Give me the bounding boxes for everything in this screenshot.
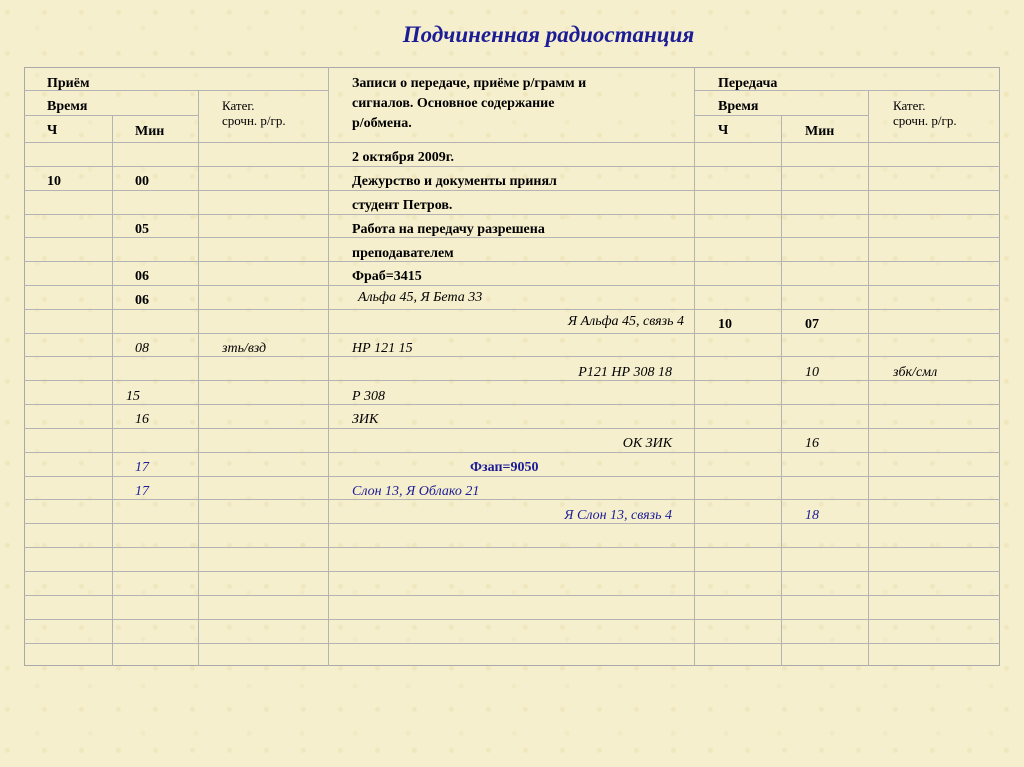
header-transmit-min: Мин <box>805 124 835 139</box>
log-entry-text: преподавателем <box>352 246 454 261</box>
log-entry-text: студент Петров. <box>352 198 453 213</box>
log-entry-transmit-hour: 10 <box>718 317 732 332</box>
log-entry-transmit-category: збк/смл <box>893 365 938 380</box>
log-entry-text: Я Слон 13, связь 4 <box>564 508 672 523</box>
header-receive-category-1: Катег. <box>222 98 255 113</box>
header-records-line1: Записи о передаче, приёме р/грамм и <box>352 76 587 91</box>
log-entry-text: Р 308 <box>352 389 386 404</box>
radio-log-table <box>24 67 1000 666</box>
log-entry-receive-hour: 10 <box>47 174 61 189</box>
header-receive-category-2: срочн. р/гр. <box>222 113 286 128</box>
log-entry-receive-min: 08 <box>135 341 149 356</box>
header-transmit: Передача <box>718 76 778 91</box>
log-entry-receive-min: 16 <box>135 412 149 427</box>
log-entry-text: Дежурство и документы принял <box>352 174 557 189</box>
log-entry-transmit-min: 16 <box>805 436 819 451</box>
log-entry-receive-min: 00 <box>135 174 149 189</box>
header-receive-time: Время <box>47 99 88 114</box>
log-entry-text: 2 октября 2009г. <box>352 150 454 165</box>
log-entry-text: ОК ЗИК <box>622 436 672 451</box>
log-entry-receive-min: 17 <box>135 460 149 475</box>
log-entry-receive-min: 17 <box>135 484 149 499</box>
log-entry-text: Я Альфа 45, связь 4 <box>567 314 684 329</box>
log-entry-transmit-min: 07 <box>805 317 819 332</box>
header-receive-min: Мин <box>135 124 165 139</box>
log-entry-transmit-min: 18 <box>805 508 819 523</box>
page-title: Подчиненная радиостанция <box>402 22 695 47</box>
header-records-line3: р/обмена. <box>352 116 412 131</box>
header-receive: Приём <box>47 76 90 91</box>
log-entry-receive-min: 05 <box>135 222 149 237</box>
log-entry-receive-min: 06 <box>135 293 149 308</box>
log-entry-receive-category: зть/взд <box>222 341 267 356</box>
header-transmit-category-2: срочн. р/гр. <box>893 113 957 128</box>
log-entry-transmit-min: 10 <box>805 365 819 380</box>
header-transmit-time: Время <box>718 99 759 114</box>
log-entry-text: Альфа 45, Я Бета 33 <box>358 290 483 305</box>
log-entry-receive-min: 06 <box>135 269 149 284</box>
log-entry-text: Фраб=3415 <box>352 269 422 284</box>
log-entry-text: Слон 13, Я Облако 21 <box>352 484 480 499</box>
log-entry-text: НР 121 15 <box>352 341 413 356</box>
header-transmit-category-1: Катег. <box>893 98 926 113</box>
header-transmit-hour: Ч <box>718 123 729 138</box>
log-entry-text: ЗИК <box>352 412 379 427</box>
header-receive-hour: Ч <box>47 123 58 138</box>
header-records-line2: сигналов. Основное содержание <box>352 96 555 111</box>
log-entry-text: Р121 НР 308 18 <box>578 365 672 380</box>
log-entry-receive-min: 15 <box>126 389 140 404</box>
log-entry-text: Работа на передачу разрешена <box>352 222 545 237</box>
log-entry-text: Фзап=9050 <box>470 460 539 475</box>
